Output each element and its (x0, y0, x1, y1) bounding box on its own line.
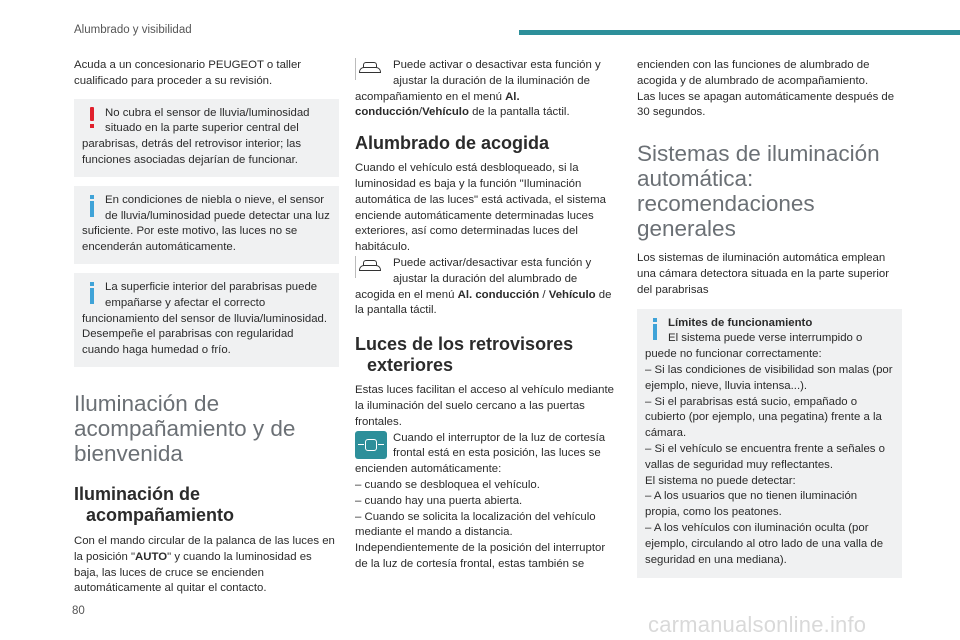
intro-text: Acuda a un concesionario PEUGEOT o taller cualificado para proceder a su revisión. (74, 59, 302, 87)
acompanamiento-body (74, 534, 339, 597)
warning-note (74, 99, 339, 177)
heading-sistemas-iluminacion: Sistemas de iluminación automática: recomendaciones generales (637, 141, 880, 242)
car-note-text-b: de la pantalla táctil. (355, 288, 612, 317)
car-note-text-a: Puede activar o desactivar esta función y ajustar la duración de la iluminación de acompañamiento en el menú (355, 59, 601, 103)
menu-separator: / (418, 106, 423, 119)
heading-line-1: Luces de los retrovisores (355, 334, 574, 355)
note-line: El sistema puede verse interrumpido o puede no funcionar correctamente: (645, 332, 863, 361)
menu-vehiculo: Vehículo (422, 106, 469, 119)
car-settings-note-1 (355, 58, 620, 121)
body-text-a: Con el mando circular de la palanca de las luces en la posición " (74, 534, 335, 563)
car-settings-note-2 (355, 256, 620, 319)
note-line: – Si el parabrisas está sucio, empañado o cubierto (por ejemplo, una pegatina) frente a la cámara. (645, 395, 882, 440)
heading-line-2: exteriores (367, 355, 454, 376)
info-icon (645, 316, 668, 344)
list-item: – Cuando se solicita la localización del vehículo mediante el mando a distancia. (355, 510, 596, 539)
header-accent-bar (519, 30, 960, 35)
heading-luces-retrovisores (355, 334, 620, 376)
column-2 (355, 58, 620, 573)
sistemas-body: Los sistemas de iluminación automática emplean una cámara detectora situada en la parte superior del parabrisas (637, 252, 890, 296)
info-note-fog (74, 186, 339, 264)
info-text-windshield: La superficie interior del parabrisas puede empañarse y afectar el correcto funcionamiento del sensor de lluvia/luminosidad. Desempeñe el parabrisas con regularidad cuando haga humedad o frío. (82, 280, 328, 357)
column-1 (74, 58, 339, 597)
info-text-fog: En condiciones de niebla o nieve, el sensor de lluvia/luminosidad puede detectar una luz suficiente. Por este motivo, las luces no se encenderán automáticamente. (82, 193, 330, 254)
closing-text: Independientemente de la posición del interruptor de la luz de cortesía frontal, estas también se (355, 542, 606, 570)
heading-iluminacion-acompanamiento (74, 484, 339, 526)
continued-text-2: Las luces se apagan automáticamente después de 30 segundos. (637, 90, 895, 119)
menu-separator: / (539, 288, 549, 301)
body-text-b: " y cuando la luminosidad es baja, las luces de cruce se encienden automáticamente al quitar el contacto. (74, 550, 312, 595)
car-note-text-b: de la pantalla táctil. (468, 106, 570, 119)
dash-list (355, 478, 620, 541)
switch-text: Cuando el interruptor de la luz de cortesía frontal está en esta posición, las luces se encienden automáticamente: (355, 431, 606, 476)
heading-acompanamiento-bienvenida: Iluminación de acompañamiento y de bienvenida (74, 390, 296, 466)
car-note-text-a: Puede activar/desactivar esta función y ajustar la duración del alumbrado de acogida en el menú (355, 256, 592, 301)
note-line: – A los vehículos con iluminación oculta (por ejemplo, circulando al otro lado de una valla de seguridad en una mediana). (645, 521, 884, 566)
courtesy-light-switch-icon (355, 431, 387, 459)
page-number: 80 (72, 605, 85, 617)
courtesy-switch-note (355, 431, 620, 478)
continued-text: encienden con las funciones de alumbrado de acogida y de alumbrado de acompañamiento. (637, 59, 870, 87)
acogida-body: Cuando el vehículo está desbloqueado, si la luminosidad es baja y la función "Iluminación automática de las luces" está activada, el sistema enciende automáticamente determinadas luces exteriores, así como determinadas luces del habitáculo. (355, 162, 606, 254)
car-settings-icon (355, 256, 385, 278)
info-note-limits (637, 309, 902, 579)
warning-text: No cubra el sensor de lluvia/luminosidad situado en la parte superior central del parabrisas, detrás del retrovisor interior; las funciones asociadas dejarían de funcionar. (82, 106, 310, 166)
info-icon (82, 280, 105, 308)
note-line: – A los usuarios que no tienen iluminación propia, como los peatones. (645, 490, 858, 519)
header-section-title: Alumbrado y visibilidad (74, 24, 192, 36)
watermark: carmanualsonline.info (648, 612, 867, 637)
note-line: – Si las condiciones de visibilidad son malas (por ejemplo, nieve, lluvia intensa...). (645, 363, 893, 392)
warning-icon (82, 106, 105, 134)
heading-line-1: Iluminación de (74, 483, 201, 504)
note-line: El sistema no puede detectar: (645, 474, 796, 487)
info-icon (82, 193, 105, 221)
column-3 (637, 58, 902, 578)
retrovisores-body: Estas luces facilitan el acceso al vehículo mediante la iluminación del suelo cercano a las puertas frontales. (355, 384, 614, 428)
car-settings-icon (355, 58, 385, 80)
menu-vehiculo: Vehículo (548, 288, 596, 301)
note-title: Límites de funcionamiento (668, 316, 813, 329)
list-item: – cuando se desbloquea el vehículo. (355, 478, 540, 491)
heading-line-2: acompañamiento (86, 504, 235, 525)
menu-al-conduccion: Al. conducción (457, 288, 540, 301)
note-line: – Si el vehículo se encuentra frente a señales o vallas de seguridad muy reflectantes. (645, 442, 885, 471)
heading-alumbrado-acogida: Alumbrado de acogida (355, 133, 550, 154)
list-item: – cuando hay una puerta abierta. (355, 494, 523, 507)
auto-label: AUTO (135, 550, 168, 563)
menu-al-conduccion: Al. conducción (355, 90, 520, 119)
info-note-windshield (74, 273, 339, 367)
